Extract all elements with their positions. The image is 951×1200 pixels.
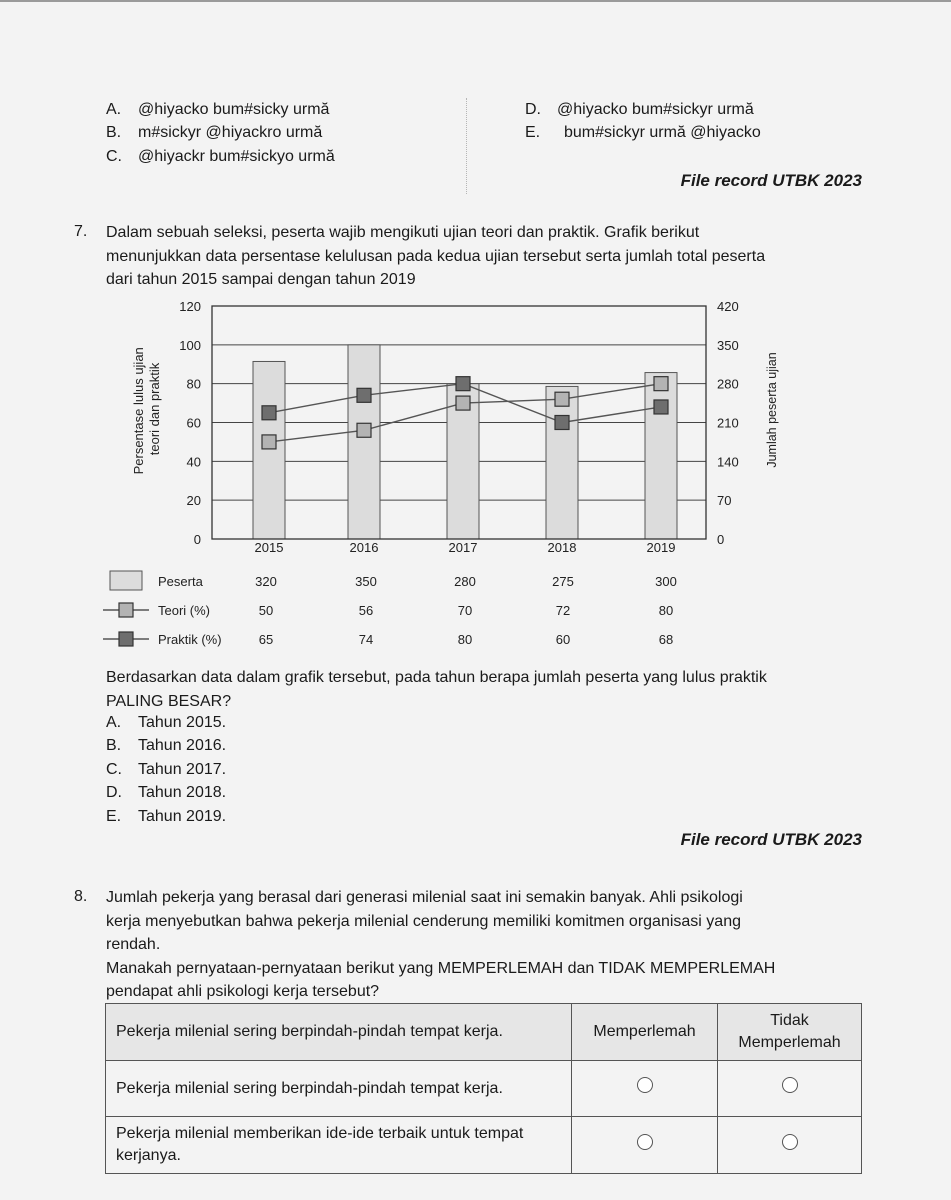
q6-option-c[interactable] [106,148,335,166]
top-border [0,0,951,2]
data-table-cell: 280 [454,574,476,589]
answer-text: Tahun 2017. [138,760,227,778]
bar-peserta [645,373,677,539]
data-table-cell: 50 [258,603,274,618]
data-table-cell: 275 [552,574,574,589]
q6-record-label: File record UTBK 2023 [680,171,862,190]
header-memperlemah: Memperlemah [572,1004,718,1061]
data-table-cell: 65 [258,632,274,647]
q8-stem-line: kerja menyebutkan bahwa pekerja milenial cenderung memiliki komitmen organisasi yang [106,912,741,930]
row-choice-memperlemah[interactable] [572,1117,718,1174]
table-row [106,1061,862,1117]
table-row [106,1117,862,1174]
teori-point [456,396,470,410]
q6-option-a[interactable] [106,101,329,119]
bar-peserta [546,386,578,539]
left-tick-label: 100 [179,337,201,353]
data-table-cell: 300 [655,574,677,589]
teori-point [357,423,371,437]
row-statement: Pekerja milenial sering berpindah-pindah tempat kerja. [106,1061,572,1117]
q7-record-label: File record UTBK 2023 [680,830,862,849]
x-tick-label: 2017 [448,540,478,555]
praktik-point [262,406,276,420]
legend-marker [119,632,133,646]
q8-stem [106,886,862,1004]
q7-stem-line: Dalam sebuah seleksi, peserta wajib mengikuti ujian teori dan praktik. Grafik berikut [106,224,700,241]
q7-question-line: Berdasarkan data dalam grafik tersebut, pada tahun berapa jumlah peserta yang lulus praktik [106,669,767,686]
option-text: m#sickyr @hiyackro urmă [138,124,323,141]
data-table-cell: 80 [658,603,674,618]
table-header-row [106,1004,862,1061]
answer-text: Tahun 2015. [138,714,227,731]
praktik-point [456,377,470,391]
q8-number: 8. [74,888,88,905]
q8-stem-line: rendah. [106,936,161,953]
left-tick-label: 120 [179,299,201,314]
option-text: @hiyacko bum#sicky urmă [138,101,330,118]
q8-stem-line: pendapat ahli psikologi kerja tersebut? [106,983,380,1000]
answer-key: C. [106,760,122,778]
answer-key: B. [106,737,122,755]
answer-text: Tahun 2019. [138,807,227,825]
header-tidak-memperlemah: Tidak Memperlemah [718,1004,862,1061]
right-tick-label: 140 [717,454,739,470]
bar-peserta [253,361,285,539]
q7-answer-c[interactable] [106,758,226,781]
data-table-cell: 68 [658,632,674,647]
right-tick-label: 0 [717,532,725,547]
data-table-cell: 74 [358,632,374,647]
x-tick-label: 2015 [254,540,284,555]
chart-bars [253,345,677,539]
right-tick-label: 210 [717,415,739,431]
q7-stem [106,221,862,292]
option-key: A. [106,101,122,118]
q7-answer-d[interactable] [106,781,226,804]
q7-answers [106,711,226,828]
left-axis-label: Persentase lulus ujian teori dan praktik [131,347,162,475]
right-axis-label: Jumlah peserta ujian [765,352,779,468]
row-choice-tidak-memperlemah[interactable] [718,1061,862,1117]
answer-text: Tahun 2018. [138,784,227,802]
q6-option-e[interactable] [525,124,761,142]
q7-question [106,666,862,713]
x-tick-label: 2016 [349,540,379,555]
teori-point [262,435,276,449]
chart-legend [103,571,677,647]
left-tick-label: 80 [186,376,201,392]
data-table-cell: 80 [457,632,473,647]
legend-marker [119,603,133,617]
data-table-cell: 350 [355,574,377,589]
q6-option-d[interactable] [525,101,754,119]
data-table-cell: 70 [457,603,473,618]
q7-answer-a[interactable] [106,711,226,734]
x-axis-labels [255,540,676,555]
legend-swatch-peserta [110,571,142,590]
option-key: D. [525,101,541,118]
data-table-cell: 56 [358,603,374,618]
q7-question-line: PALING BESAR? [106,692,232,710]
answer-key: E. [106,807,122,825]
row-statement: Pekerja milenial memberikan ide-ide terbaik untuk tempat kerjanya. [106,1117,572,1174]
q8-stem-line: Manakah pernyataan-pernyataan berikut yang MEMPERLEMAH dan TIDAK MEMPERLEMAH [106,959,776,977]
radio-button[interactable] [782,1134,798,1150]
x-tick-label: 2018 [547,540,577,555]
row-choice-memperlemah[interactable] [572,1061,718,1117]
q7-answer-b[interactable] [106,734,226,757]
q7-answer-e[interactable] [106,805,226,828]
legend-label: Teori (%) [158,603,211,618]
right-tick-label: 420 [717,299,739,314]
teori-point [654,377,668,391]
row-choice-tidak-memperlemah[interactable] [718,1117,862,1174]
praktik-point [555,416,569,430]
praktik-point [357,388,371,402]
option-key: E. [525,124,541,141]
q7-number: 7. [74,223,88,240]
column-divider [466,98,467,194]
radio-button[interactable] [782,1077,798,1093]
left-tick-label: 40 [186,454,201,470]
praktik-point [654,400,668,414]
participants-chart [0,290,951,660]
legend-label: Peserta [158,574,203,589]
teori-point [555,392,569,406]
q7-stem-line: dari tahun 2015 sampai dengan tahun 2019 [106,271,416,288]
option-text: bum#sickyr urmă @hiyacko [564,124,761,141]
q6-option-b[interactable] [106,124,322,142]
bar-peserta [348,345,380,539]
statement-table [105,1003,862,1174]
left-tick-label: 60 [186,415,201,431]
right-tick-label: 350 [717,337,739,353]
answer-key: A. [106,714,122,731]
option-text: @hiyacko bum#sickyr urmă [557,101,754,118]
answer-text: Tahun 2016. [138,737,227,755]
data-table-cell: 72 [555,603,571,618]
option-text: @hiyackr bum#sickyo urmă [138,148,335,165]
answer-key: D. [106,784,122,802]
radio-button[interactable] [637,1134,653,1150]
data-table-cell: 60 [555,632,571,647]
radio-button[interactable] [637,1077,653,1093]
right-tick-label: 70 [717,493,732,509]
legend-label: Praktik (%) [158,632,222,647]
option-key: B. [106,124,122,141]
q7-stem-line: menunjukkan data persentase kelulusan pada kedua ujian tersebut serta jumlah total peserta [106,247,766,265]
header-statement: Pekerja milenial sering berpindah-pindah tempat kerja. [106,1004,572,1061]
q8-stem-line: Jumlah pekerja yang berasal dari generasi milenial saat ini semakin banyak. Ahli psikologi [106,889,743,906]
data-table-cell: 320 [255,574,277,589]
right-tick-label: 280 [717,376,739,392]
option-key: C. [106,148,122,165]
left-tick-label: 20 [186,493,201,509]
x-tick-label: 2019 [646,540,676,555]
left-tick-label: 0 [193,532,201,547]
